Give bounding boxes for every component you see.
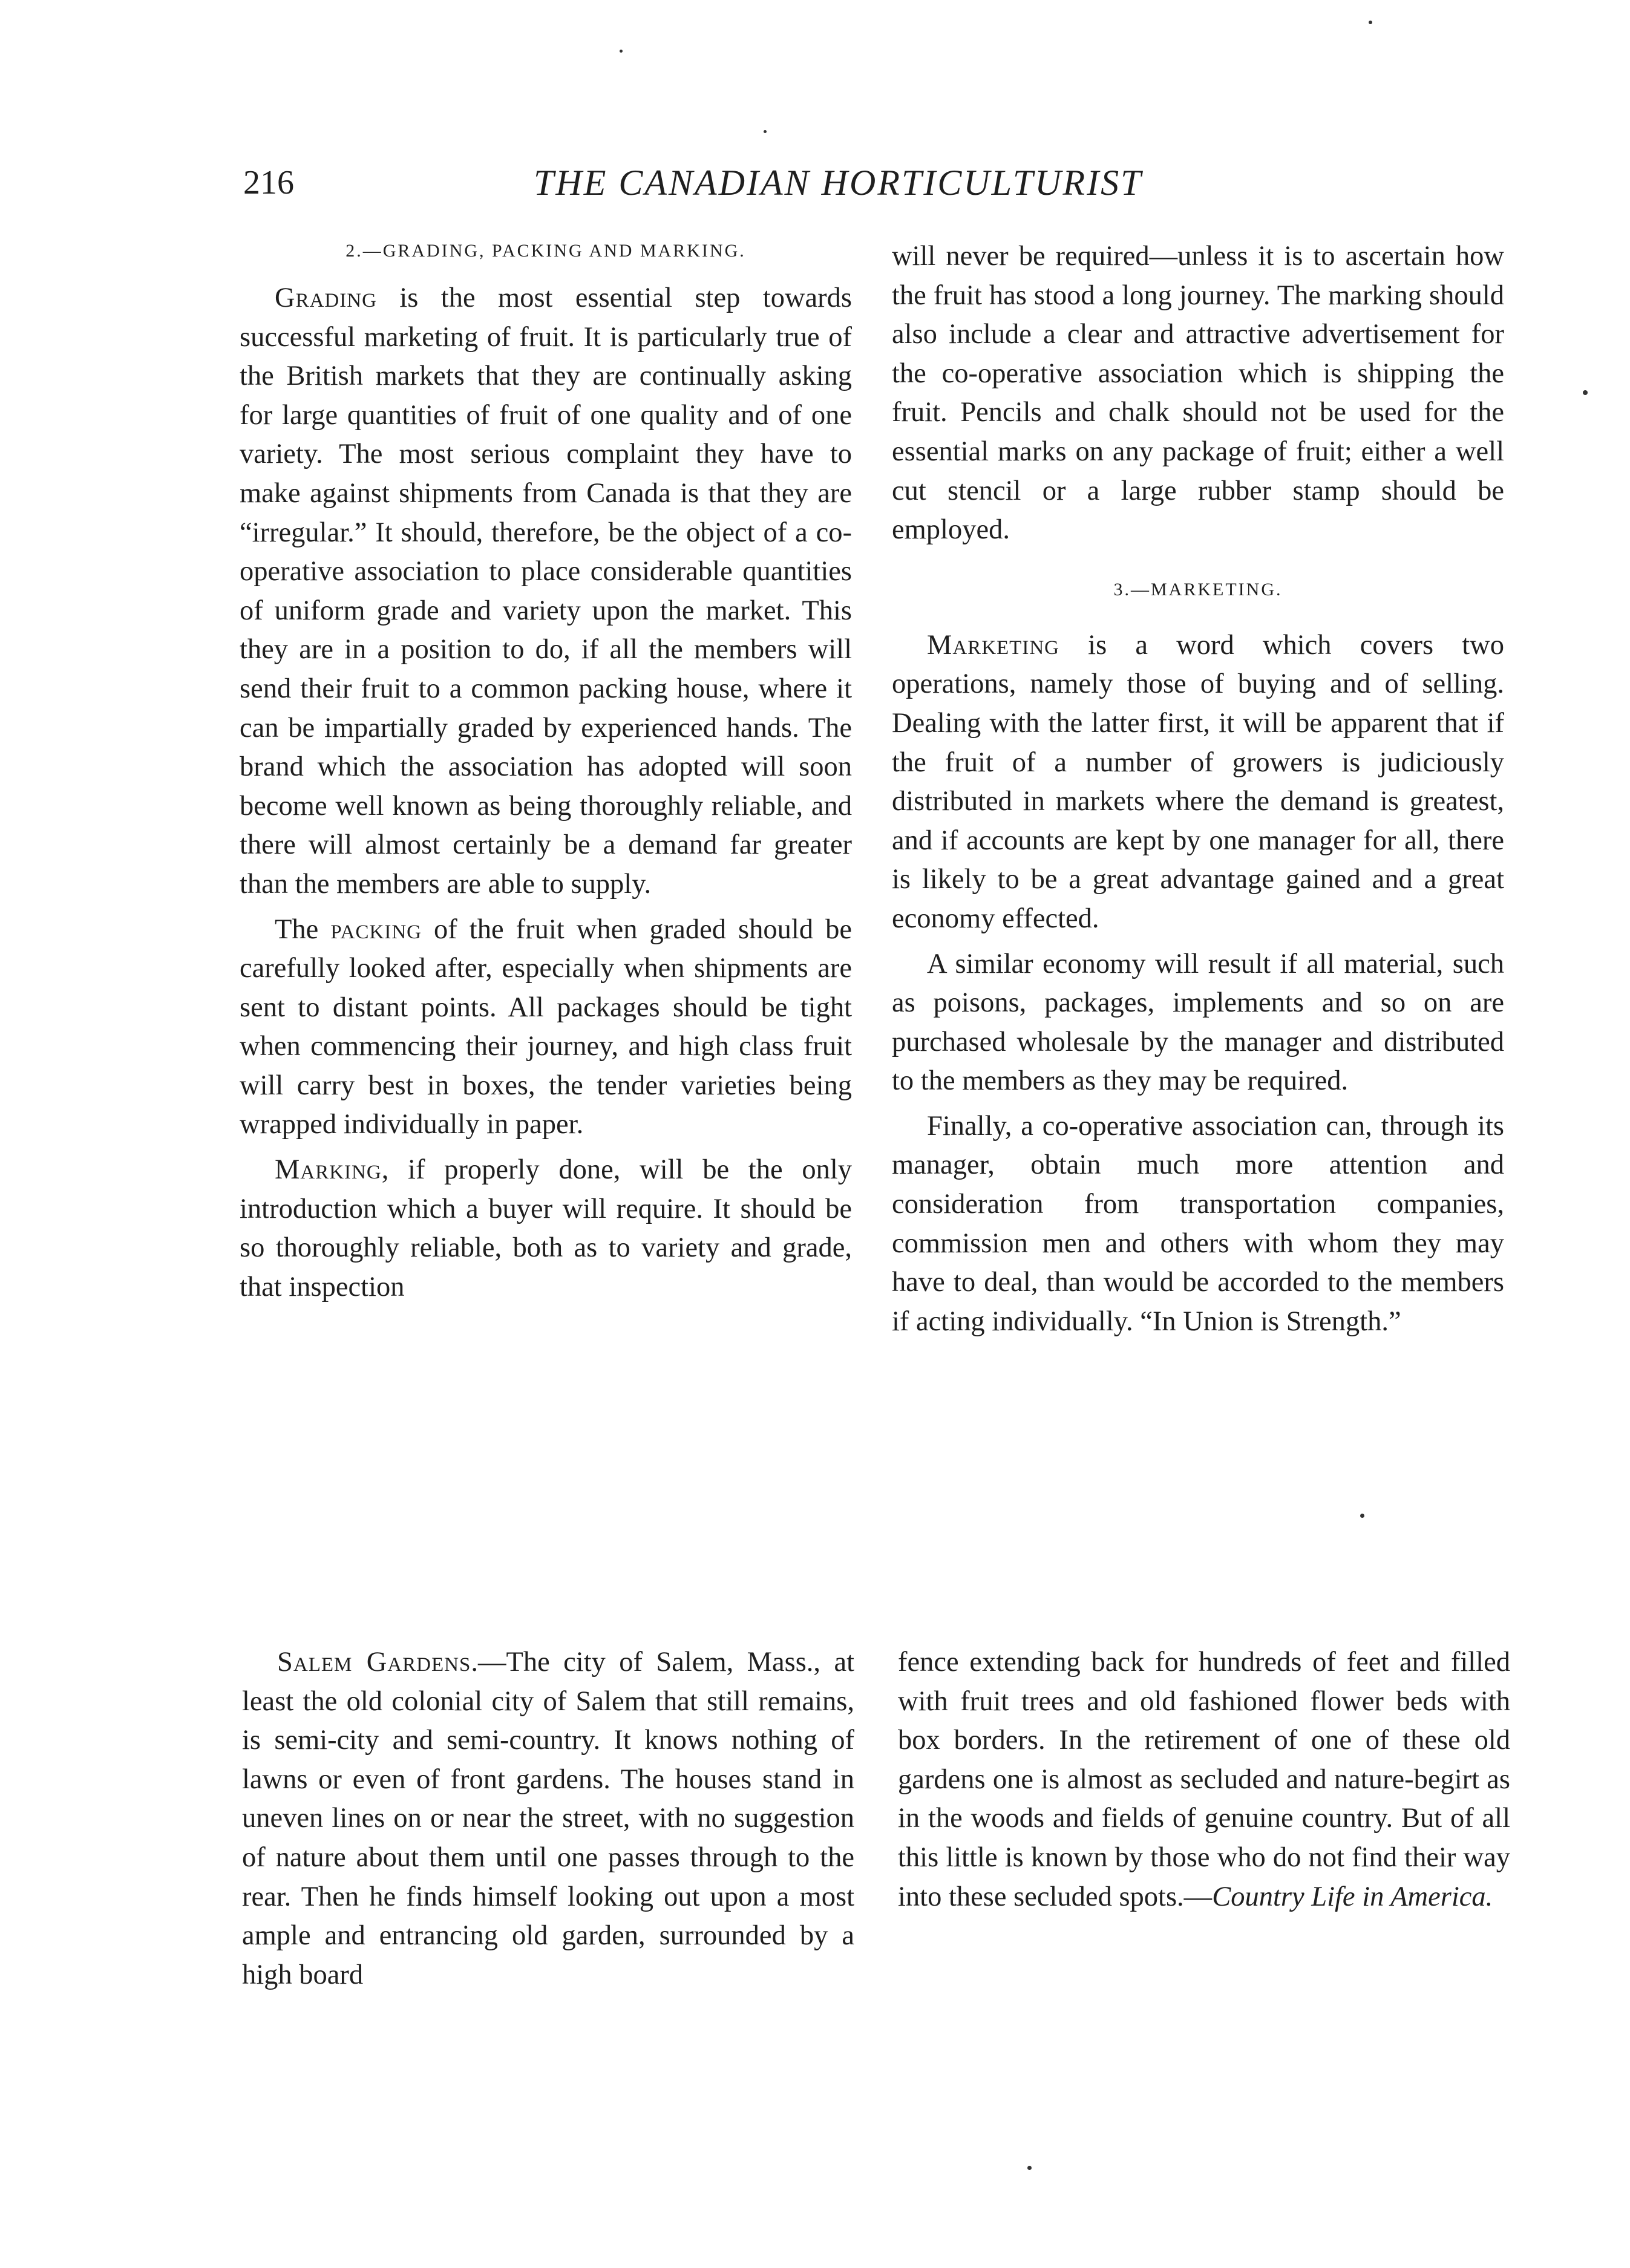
salem-text-left: .—The city of Salem, Mass., at least the old colonial city of Salem that still remains, is semi-city and semi-country. It knows nothing of lawns or even of front gardens. The houses stand in uneven lines on or near the street, with no suggestion of nature about them until one passes through to the rear. Then he finds himself looking out upon a most ample and entrancing old garden, surrounded by a high board — [242, 1647, 855, 1990]
print-speck — [1360, 1514, 1364, 1518]
salem-source: Country Life in America. — [1212, 1881, 1493, 1912]
article-column-right — [892, 237, 1504, 1341]
packing-before: The — [275, 913, 331, 945]
marketing-text: is a word which covers two operations, namely those of buying and of selling. Dealing with the latter first, it will be apparent that if the fruit of a number of growers is judiciously distributed in markets where the demand is greatest, and if accounts are kept by one manager for all, there is likely to be a great advantage gained and a great economy effected. — [892, 629, 1504, 934]
page-number: 216 — [243, 164, 294, 201]
paragraph-marking — [240, 1151, 852, 1307]
paragraph-similar-economy: A similar economy will result if all material, such as poisons, packages, implements and so on are purchased wholesale by the manager and distributed to the members as they may be required. — [892, 948, 1504, 1097]
paragraph-marking-continued: will never be required—unless it is to ascertain how the fruit has stood a long journey. The marking should also include a clear and attractive advertisement for the co-operative association which is shipping the fruit. Pencils and chalk should not be used for the essential marks on any package of fruit; either a well cut stencil or a large rubber stamp should be employed. — [892, 241, 1504, 546]
section-heading-grading: 2.—GRADING, PACKING AND MARKING. — [345, 241, 746, 261]
salem-text-right: fence extending back for hundreds of feet and filled with fruit trees and old fashioned flower beds with box borders. In the retirement of one of these old gardens one is almost as secluded and nature-begirt as in the woods and fields of genuine country. But of all this little is known by those who do not find their way into these secluded spots.— — [898, 1647, 1510, 1912]
print-speck — [1027, 2166, 1032, 2170]
paragraph-salem-continued — [898, 1643, 1510, 1917]
lead-word-salem: Salem Gardens — [277, 1647, 471, 1678]
running-head — [243, 158, 1217, 207]
article-column-left — [240, 239, 852, 1307]
paragraph-salem-gardens — [242, 1643, 854, 1995]
print-speck — [1583, 390, 1588, 395]
grading-text: is the most essential step towards successful marketing of fruit. It is particularly true of the British markets that they are continually asking for large quantities of fruit of one quality and of one variety. The most serious complaint they have to make against shipments from Canada is that they are “irregular.” It should, therefore, be the object of a co-operative association to place considerable quantities of uniform grade and variety upon the market. This they are in a position to do, if all the members will send their fruit to a common packing house, where it can be impartially graded by experienced hands. The brand which the association has adopted will soon become well known as being thoroughly reliable, and there will almost certainly be a demand far greater than the members are able to supply. — [240, 283, 852, 900]
lead-word-marketing: Marketing — [927, 629, 1059, 661]
lead-word-marking: Marking — [275, 1154, 382, 1186]
marking-text: , if properly done, will be the only introduction which a buyer will require. It should be so thoroughly reliable, both as to variety and grade, that inspection — [240, 1154, 852, 1302]
lead-word-grading: Grading — [275, 283, 377, 313]
lead-word-packing: packing — [330, 913, 422, 945]
journal-title: THE CANADIAN HORTICULTURIST — [534, 163, 1143, 203]
print-speck — [620, 50, 623, 53]
salem-column-left — [242, 1643, 854, 1995]
salem-column-right — [898, 1643, 1510, 1917]
section-heading-marketing: 3.—MARKETING. — [1113, 579, 1283, 600]
paragraph-marketing — [892, 626, 1504, 939]
paragraph-finally: Finally, a co-operative association can, through its manager, obtain much more attention and consideration from transportation companies, commission men and others with whom they may have to deal, than would be accorded to the members if acting individually. “In Union is Strength.” — [892, 1110, 1504, 1337]
paragraph-packing — [240, 910, 852, 1145]
paragraph-grading — [240, 279, 852, 904]
packing-text: of the fruit when graded should be carefully looked after, especially when shipments are sent to distant points. All packages should be tight when commencing their journey, and high class fruit will carry best in boxes, the tender varieties being wrapped individually in paper. — [240, 913, 852, 1140]
print-speck — [1369, 21, 1372, 24]
print-speck — [764, 130, 767, 133]
